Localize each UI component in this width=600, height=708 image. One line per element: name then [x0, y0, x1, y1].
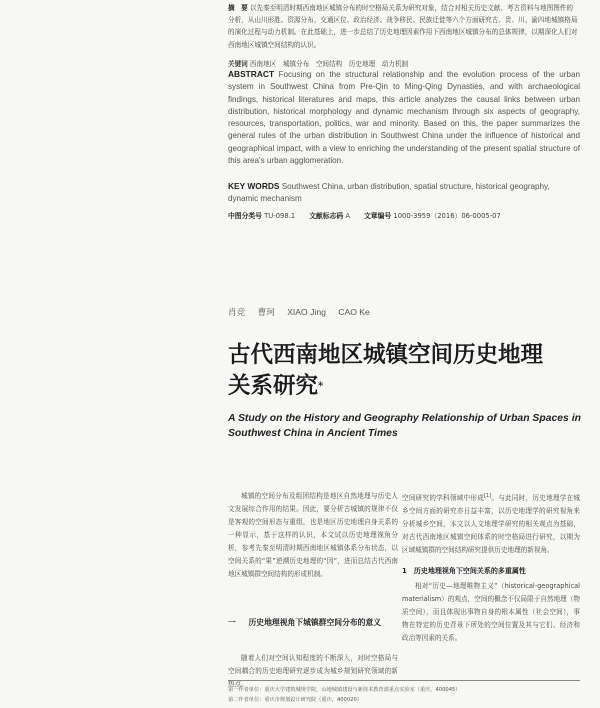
- author-name: CAO Ke: [338, 307, 370, 317]
- intro-right-cont: 。与此同时，历史地理学在城乡空间方面的研究亦日益丰富，以历史地理学的研究视角来分析城乡空间，本文以人文地理学研究的相关观点为基础，对古代西南地区城镇空间体系的时空格局进行研究，以期为区域城镇群的空间结构研究提供历史地理的新视角。: [402, 494, 581, 555]
- clc-label: 中图分类号: [228, 212, 262, 220]
- title-cn-line1: 古代西南地区城镇空间历史地理: [228, 342, 544, 368]
- keywords-cn: [228, 58, 578, 68]
- intro-right-note: [1]: [484, 493, 492, 499]
- keywords-en: [228, 180, 580, 206]
- body-intro-left: 城镇的空间分布及组团结构是地区自然地理与历史人文发展综合作用的结果。因此，要分析古城镇的规律不仅是客观的空间形态与重组，也是地区历史地理自身关系的一种显示，基于这样的认识，本文试以历史地理视角分析，参考先秦至明清时期西南地区城镇体系分布状态，以空间关系的“果”逆溯历史地理的“因”，进而总结古代西南地区城镇群空间结构的形成机制。: [228, 492, 398, 578]
- section-1-num: 一: [228, 618, 236, 627]
- keywords-en-text: Southwest China, urban distribution, spatial structure, historical geography, dynamic mechanism: [228, 182, 550, 204]
- article-label: 文章编号: [364, 212, 392, 220]
- subsection-1-text: 相对“历史—地理唯物主义”（historical-geographical materialism）的观点，空间的概念不仅局限于自然地理（物质空间），而且体现出事物自身的根本属性（社会空间），事物在特定的历史背景下所处的空间位置及其与它们、经济和政治等因素的关系。: [402, 582, 580, 642]
- author-name: XIAO Jing: [287, 307, 326, 317]
- title-cn-line2: 关系研究: [228, 373, 319, 399]
- footnote-2: 第二作者单位：重庆市规划设计研究院（重庆，400020）: [228, 697, 362, 703]
- abstract-en-text: Focusing on the structural relationship and the evolution process of the urban system in Southwest China from Pre-Qin to Ming-Qing Dynasties, and with archaeological findings, historical literatures and maps, this article analyzes the causal links between urban distribution, historical morphology and dynamic mechanism through six aspects of geography, resources, transportation, politics, war and minority. Based on this, the paper summarizes the general rules of the urban distribution in Southwest China under the influence of historical and geographical impact, with a view to enriching the understanding of the present spatial structure of this area's urban agglomeration.: [228, 70, 580, 166]
- section-1-title: 历史地理视角下城镇群空间分布的意义: [248, 618, 382, 627]
- article-meta: [228, 210, 588, 220]
- article-value: 1000-3959（2016）06-0005-07: [393, 212, 501, 220]
- title-cn: [228, 340, 588, 402]
- article-number: [364, 210, 501, 220]
- keywords-cn-text: 西南地区 城镇分布 空间结构 历史地理 动力机制: [249, 60, 409, 68]
- keywords-en-label: KEY WORDS: [228, 181, 280, 191]
- intro-right-text: 空间研究的学科领域中形成: [402, 494, 485, 503]
- keywords-cn-label: 关键词: [228, 60, 248, 68]
- doc-label: 文献标志码: [309, 212, 344, 220]
- abstract-cn-label: 摘 要: [228, 4, 248, 12]
- doc-code: [309, 210, 350, 220]
- author-name: 肖竞: [228, 307, 246, 317]
- subsection-1-heading: 1 历史地理视角下空间关系的多重属性: [402, 567, 526, 575]
- authors: [228, 306, 380, 318]
- title-en: A Study on the History and Geography Relationship of Urban Spaces in Southwest China in Ancient Times: [228, 413, 581, 439]
- author-name: 曹珂: [257, 307, 275, 317]
- abstract-cn-text: 以先秦至明清时期西南地区城镇分布的时空格局关系为研究对象，结合对相关历史文献、考古资料与地图图件的分析，从山川形胜、资源分布、交通区位、政治经济、战争移民、民族迁徙等六个方面研究古、贵、川、渝四地城镇格局的演化过程与动力机制。在此基础上，进一步总结了历史地理因素作用下西南地区城镇分布的总体规律，以期深化人们对西南地区城镇空间结构的认识。: [228, 4, 578, 49]
- title-cn-mark: *: [318, 381, 324, 392]
- footnote-divider: [228, 680, 580, 681]
- section-1-text: 随着人们对空间认知程度的不断深入，对时空格局与空间耦合的历史地理研究逐步成为城乡规划研究领域的新热点。: [228, 654, 398, 688]
- body-intro-right: [402, 490, 580, 557]
- title-cn-line2-wrap: [228, 371, 588, 402]
- footnote-1: 第一作者单位：重庆大学建筑城规学院，山地城镇建设与新技术教育部重点实验室（重庆，400045）: [228, 687, 461, 693]
- abstract-en-label: ABSTRACT: [228, 69, 275, 79]
- section-1-heading: [228, 616, 398, 630]
- abstract-en: [228, 68, 580, 167]
- doc-value: A: [345, 212, 351, 220]
- abstract-cn: [228, 2, 578, 51]
- clc-number: [228, 210, 295, 220]
- clc-value: TU-098.1: [264, 212, 296, 220]
